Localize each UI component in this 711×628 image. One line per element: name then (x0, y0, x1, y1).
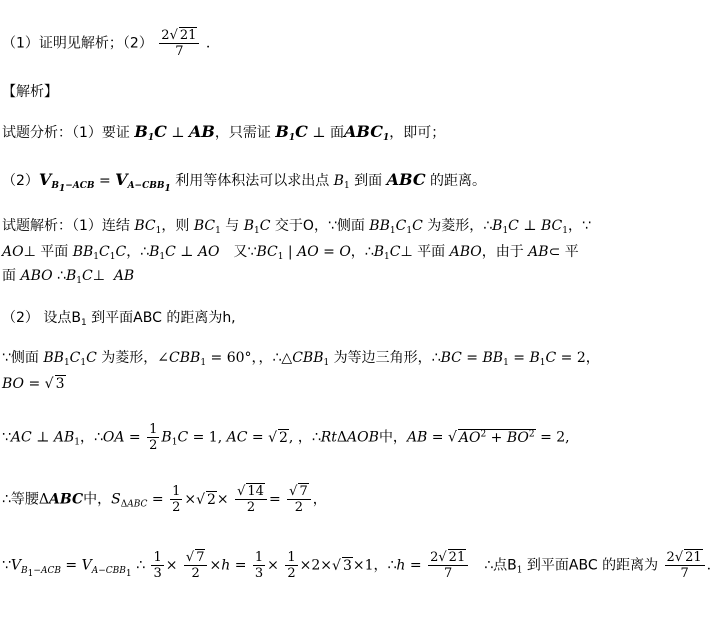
solution-line-6: BO = √ 3 (2, 376, 65, 392)
solution-l9-a: ∵ (2, 557, 11, 574)
final-period: . (706, 557, 711, 574)
frac-den: 7 (175, 44, 184, 59)
solution-l7-mid: 中， (378, 429, 407, 446)
solution-l8-a: ∴等腰 (2, 491, 39, 508)
analysis-p2-text-b: 到面 (349, 173, 387, 189)
solution-l9-d: ∴点B (470, 557, 517, 574)
analysis-label: 试题分析： (2, 125, 72, 141)
solution-line-3: 面 ABO $\therefore B_1C\perp$ AB (2, 268, 135, 286)
frac-1-2: $\frac{1}{2}$ (149, 422, 158, 453)
section-title: 【解析】 (2, 84, 58, 100)
answer-part1-text: 证明见解析； (38, 35, 123, 52)
solution-l8-b: 中， (83, 491, 112, 508)
solution-l2-a: ⊥ 平面 (23, 244, 73, 260)
solution-line-8: ∴等腰ΔABC中，$S_{\Delta ABC}$ = $\frac{1}{2}$ ×√ 2× $\frac{√ 14}{2}$ = $\frac{√ 7}{2}$ ， (2, 484, 327, 515)
solution-l1-b: ，则 (161, 218, 194, 234)
solution-l2-f: ，由于 (481, 244, 529, 260)
solution-l1-c: 与 (220, 218, 244, 234)
solution-l9-e: 到平面ABC 的距离为 (522, 557, 663, 574)
solution-l1-f: ，∵ (567, 218, 591, 234)
solution-line-1: 试题解析：（1）连结 $BC_1$，则 $BC_1$ 与 $B_1C$ 交于O，∵侧面 $BB_1C_1C$ 为菱形，$\therefore B_1C$ ⊥ $BC_1$，∵ (2, 218, 591, 236)
solution-l5-d: 为等边三角形，∴ (329, 350, 441, 366)
sqrt-3: 3 (55, 376, 65, 392)
solution-s2-b: 到平面ABC 的距离为h, (86, 310, 236, 326)
solution-l2-g: ⊂ 平 (548, 244, 579, 260)
solution-l3-c: ⊥ (92, 268, 110, 284)
solution-l2-b: ，∴ (126, 244, 150, 260)
solution-l9-b: ∴ (131, 557, 145, 574)
answer-part1-label: （1） (2, 35, 39, 52)
solution-l7-a: ∵ (2, 429, 11, 446)
solution-l1-a: （1）连结 (72, 218, 135, 234)
answer-fraction: $\frac{2√ 21}{7}$ (159, 28, 199, 59)
answer-part2-label: （2） (122, 35, 153, 52)
solution-s2-a: （2） 设点B (2, 310, 81, 326)
frac-num-radicand: 21 (179, 28, 197, 43)
solution-l5-a: ∵侧面 (2, 350, 44, 366)
solution-l1-e: 为菱形，∴ (422, 218, 493, 234)
solution-line-9: $\because V_{B_1-ACB} = V_{A-CBB_1}$ ∴ $\frac{1}{3}$ × $\frac{√ 7}{2}$ ×h = $\frac{1}{3}$ × $\frac{1}{2}$ ×2×√ 3×1，∴h = $\frac{2√ 21}{7}$ ∴点$B_1$ 到平面ABC 的距离为 $\frac{2√ 21}{7}$ . (2, 550, 711, 581)
sqrt-14: 14 (247, 484, 264, 499)
solution-l9-c: ，∴ (373, 557, 397, 574)
analysis-p2-text-a: 利用等体积法可以求出点 (170, 173, 334, 189)
answer-line (2, 28, 210, 59)
solution-l5-b: 为菱形， (96, 350, 158, 366)
solution-l2-e: ⊥ 平面 (400, 244, 450, 260)
solution-l2-c: 又∵ (219, 244, 257, 260)
solution-l2-d: ，∴ (350, 244, 374, 260)
analysis-p2-label: （2） (2, 173, 39, 189)
analysis-p2-text-c: 的距离。 (425, 173, 487, 189)
frac-num-coef: 2 (161, 28, 170, 43)
analysis-p1-c: ，即可； (389, 125, 446, 141)
sqrt-21-a: 21 (448, 550, 466, 565)
analysis-p1-a: （1）要证 (72, 125, 135, 141)
analysis-line-2: $(2)V_{B_1-ACB} = V_{A-CBB_1}$ 利用等体积法可以求出点 $B_1$ 到面 ABC 的距离。 (2, 170, 487, 194)
solution-l5-e: ， (585, 350, 600, 366)
solution-line-2: AO⊥ 平面 $BB_1C_1C$，$\therefore B_1C$ ⊥ AO 又$\because BC_1$ | AO = O，$\therefore B_1C\perp$ 平面 ABO，由于 AB⊂ 平 (2, 244, 579, 262)
solution-label: 试题解析： (2, 218, 72, 234)
solution-l1-d: 交于O，∵侧面 (270, 218, 370, 234)
solution-l3-a: 面 (2, 268, 21, 284)
solution-part2-header (2, 308, 236, 328)
answer-end: . (205, 35, 211, 52)
sqrt-7: 7 (299, 484, 308, 499)
solution-line-5: ∵侧面 $BB_1C_1C$ 为菱形，$\angle CBB_1 = 60^\circ$，，$\therefore\triangle CBB_1$ 为等边三角形，∴BC = $BB_1 = B_1C = 2$， (2, 350, 600, 368)
solution-l3-b: ∴ (52, 268, 66, 284)
solution-l7-c: ，∴ (297, 429, 321, 446)
solution-l7-b: ，∴ (79, 429, 103, 446)
solution-l5-c: ，∴△ (258, 350, 293, 366)
solution-line-7: ∵AC ⊥ $AB_1$，∴OA = $\frac{1}{2}$ $B_1C = 1$, AC = √ 2, ，∴RtΔAOB中，AB = √ $AO^2 + BO^2 = 2$, (2, 422, 570, 453)
analysis-p1-b: ，只需证 (214, 125, 276, 141)
solution-s2-sub: 1 (80, 318, 87, 328)
analysis-line-1: 试题分析：（1）要证 $B_1C$ ⊥ AB，只需证 $B_1C$ ⊥ 面$ABC_1$，即可； (2, 122, 446, 143)
